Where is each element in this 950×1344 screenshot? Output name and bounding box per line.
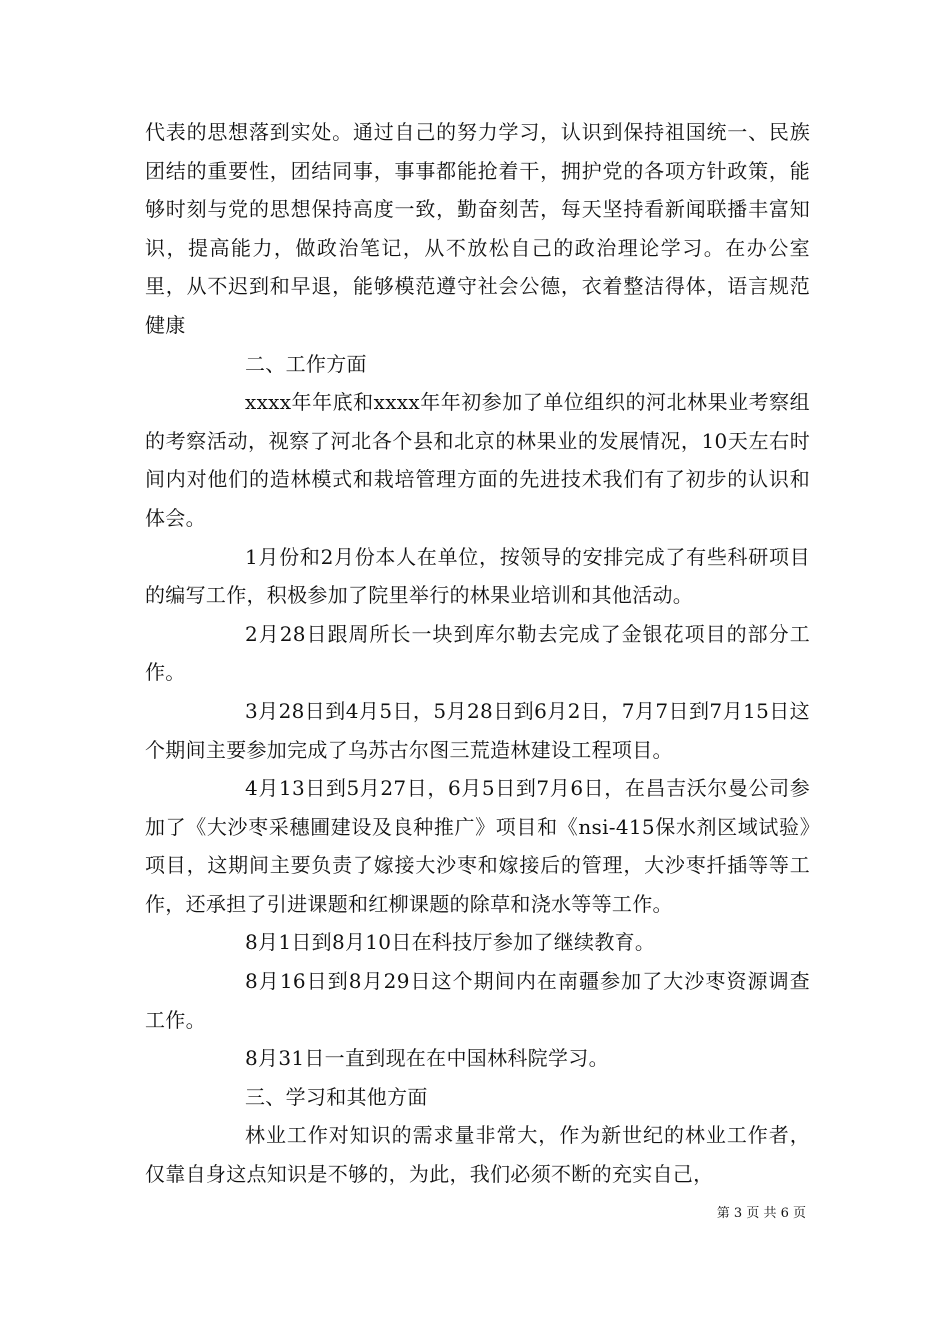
- paragraph-wusu-afforestation: 3月28日到4月5日，5月28日到6月2日，7月7日到7月15日这个期间主要参加完成了乌苏古尔图三荒造林建设工程项目。: [145, 698, 810, 762]
- paragraph-political-study: 代表的思想落到实处。通过自己的努力学习，认识到保持祖国统一、民族团结的重要性，团结同事，事事都能抢着干，拥护党的各项方针政策，能够时刻与党的思想保持高度一致，勤奋刻苦，每天坚持看新闻联播丰富知识，提高能力，做政治笔记，从不放松自己的政治理论学习。在办公室里，从不迟到和早退，能够模范遵守社会公德，衣着整洁得体，语言规范健康: [145, 120, 810, 337]
- paragraph-korla-project: 2月28日跟周所长一块到库尔勒去完成了金银花项目的部分工作。: [145, 621, 810, 685]
- paragraph-hebei-inspection: xxxx年年底和xxxx年年初参加了单位组织的河北林果业考察组的考察活动，视察了河北各个县和北京的林果业的发展情况，10天左右时间内对他们的造林模式和栽培管理方面的先进技术我们有了初步的认识和体会。: [145, 390, 810, 530]
- paragraph-continuing-education: 8月1日到8月10日在科技厅参加了继续教育。: [245, 930, 656, 955]
- section-heading-work: 二、工作方面: [245, 351, 367, 376]
- paragraph-south-xinjiang-survey: 8月16日到8月29日这个期间内在南疆参加了大沙枣资源调查工作。: [145, 969, 810, 1032]
- paragraph-changji-project: 4月13日到5月27日，6月5日到7月6日，在昌吉沃尔曼公司参加了《大沙枣采穗圃建设及良种推广》项目和《nsi-415保水剂区域试验》项目，这期间主要负责了嫁接大沙枣和嫁接后的管理，大沙枣扦插等等工作，还承担了引进课题和红柳课题的除草和浇水等等工作。: [145, 776, 810, 916]
- section-heading-study: 三、学习和其他方面: [245, 1084, 428, 1109]
- document-body: [145, 113, 810, 1194]
- paragraph-knowledge-needs: 林业工作对知识的需求量非常大，作为新世纪的林业工作者，仅靠自身这点知识是不够的，为此，我们必须不断的充实自己，: [145, 1123, 810, 1187]
- paragraph-caf-study: 8月31日一直到现在在中国林科院学习。: [245, 1046, 609, 1071]
- paragraph-jan-feb-work: 1月份和2月份本人在单位，按领导的安排完成了有些科研项目的编写工作，积极参加了院里举行的林果业培训和其他活动。: [145, 544, 810, 608]
- page-number: 第 3 页 共 6 页: [716, 1206, 806, 1221]
